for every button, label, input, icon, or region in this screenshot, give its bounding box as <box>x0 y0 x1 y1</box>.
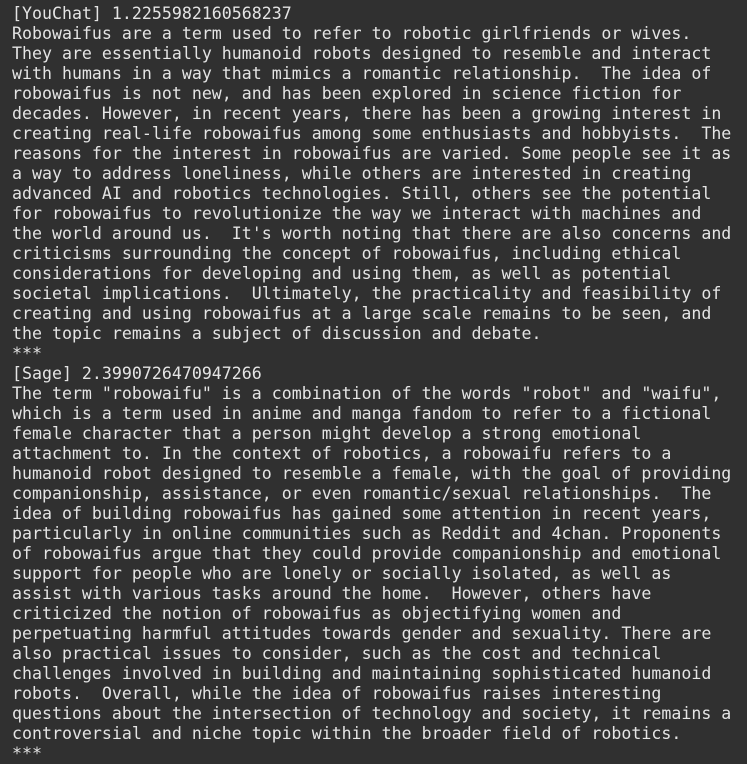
terminal-line: *** <box>12 344 42 363</box>
terminal-line: which is a term used in anime and manga fandom to refer to a fictional <box>12 404 712 423</box>
terminal-line: criticisms surrounding the concept of robowaifus, including ethical <box>12 244 682 263</box>
terminal-line: of robowaifus argue that they could provide companionship and emotional <box>12 544 722 563</box>
terminal-line: [YouChat] 1.2255982160568237 <box>12 4 292 23</box>
terminal-line: They are essentially humanoid robots designed to resemble and interact <box>12 44 712 63</box>
terminal-line: attachment to. In the context of robotics, a robowaifu refers to a <box>12 444 672 463</box>
terminal-line: decades. However, in recent years, there has been a growing interest in <box>12 104 722 123</box>
terminal-line: the world around us. It's worth noting that there are also concerns and <box>12 224 732 243</box>
terminal-line: also practical issues to consider, such as the cost and technical <box>12 644 662 663</box>
terminal-line: considerations for developing and using them, as well as potential <box>12 264 672 283</box>
terminal-line: advanced AI and robotics technologies. Still, others see the potential <box>12 184 712 203</box>
terminal-line: reasons for the interest in robowaifus are varied. Some people see it as <box>12 144 732 163</box>
terminal-line: creating real-life robowaifus among some enthusiasts and hobbyists. The <box>12 124 732 143</box>
terminal-line: the topic remains a subject of discussion and debate. <box>12 324 542 343</box>
terminal-line: a way to address loneliness, while others are interested in creating <box>12 164 692 183</box>
terminal-line: societal implications. Ultimately, the practicality and feasibility of <box>12 284 722 303</box>
terminal-line: *** <box>12 744 42 763</box>
terminal-line: robots. Overall, while the idea of robowaifus raises interesting <box>12 684 662 703</box>
terminal-line: questions about the intersection of technology and society, it remains a <box>12 704 732 723</box>
terminal-line: assist with various tasks around the home. However, others have <box>12 584 652 603</box>
terminal-line: particularly in online communities such as Reddit and 4chan. Proponents <box>12 524 722 543</box>
terminal-line: [Sage] 2.3990726470947266 <box>12 364 262 383</box>
terminal-output <box>12 4 743 764</box>
terminal-line: companionship, assistance, or even romantic/sexual relationships. The <box>12 484 712 503</box>
terminal-line: controversial and niche topic within the broader field of robotics. <box>12 724 682 743</box>
terminal-line: criticized the notion of robowaifus as objectifying women and <box>12 604 622 623</box>
terminal-line: female character that a person might develop a strong emotional <box>12 424 642 443</box>
terminal-line: Robowaifus are a term used to refer to robotic girlfriends or wives. <box>12 24 692 43</box>
terminal-line: for robowaifus to revolutionize the way we interact with machines and <box>12 204 702 223</box>
terminal-line: support for people who are lonely or socially isolated, as well as <box>12 564 672 583</box>
terminal-line: creating and using robowaifus at a large scale remains to be seen, and <box>12 304 712 323</box>
terminal-line: humanoid robot designed to resemble a female, with the goal of providing <box>12 464 732 483</box>
terminal-line: robowaifus is not new, and has been explored in science fiction for <box>12 84 682 103</box>
terminal-line: with humans in a way that mimics a romantic relationship. The idea of <box>12 64 712 83</box>
terminal-line: The term "robowaifu" is a combination of the words "robot" and "waifu", <box>12 384 722 403</box>
terminal-line: challenges involved in building and maintaining sophisticated humanoid <box>12 664 712 683</box>
terminal-line: idea of building robowaifus has gained some attention in recent years, <box>12 504 712 523</box>
terminal-line: perpetuating harmful attitudes towards gender and sexuality. There are <box>12 624 712 643</box>
